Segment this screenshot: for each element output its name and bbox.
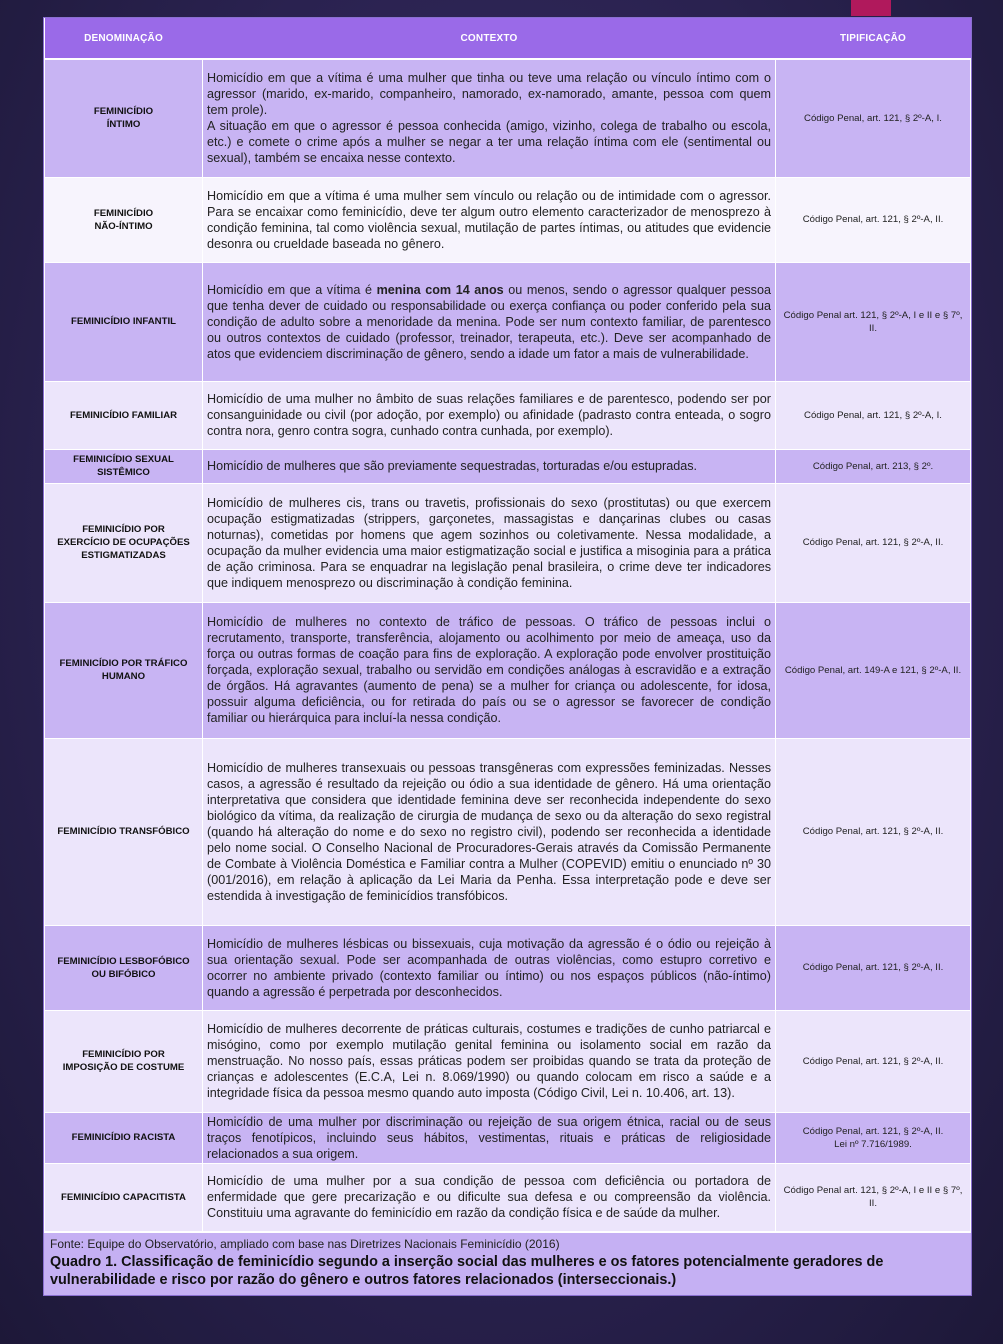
table-row	[45, 449, 971, 483]
row-typification: Código Penal, art. 121, § 2º-A, II.	[776, 483, 971, 602]
row-denomination: FEMINICÍDIO POR EXERCÍCIO DE OCUPAÇÕES ESTIGMATIZADAS	[45, 483, 203, 602]
table-row	[45, 177, 971, 262]
row-denomination: FEMINICÍDIO NÃO-ÍNTIMO	[45, 177, 203, 262]
row-context: Homicídio de mulheres lésbicas ou bissexuais, cuja motivação da agressão é o ódio ou rejeição à sua orientação sexual. Pode ser acompanhada de outras violências, como estupro corretivo e ocorrer no ambiente privado (contexto familiar ou íntimo) ou nos espaços públicos (não-íntimo) quando a agressão é perpetrada por desconhecidos.	[203, 925, 776, 1010]
row-denomination: FEMINICÍDIO POR IMPOSIÇÃO DE COSTUME	[45, 1010, 203, 1112]
row-context: Homicídio de mulheres que são previamente sequestradas, torturadas e/ou estupradas.	[203, 449, 776, 483]
row-denomination: FEMINICÍDIO POR TRÁFICO HUMANO	[45, 602, 203, 738]
row-context: Homicídio de uma mulher no âmbito de suas relações familiares e de parentesco, podendo ser por consanguinidade ou civil (por adoção, por exemplo) ou afinidade (padrasto contra enteada, o sogro contra nora, genro contra sogra, cunhado contra cunhada, por exemplo).	[203, 381, 776, 449]
row-denomination: FEMINICÍDIO CAPACITISTA	[45, 1163, 203, 1231]
table-row	[45, 1112, 971, 1163]
table-row	[45, 381, 971, 449]
row-denomination: FEMINICÍDIO FAMILIAR	[45, 381, 203, 449]
row-context: Homicídio de uma mulher por a sua condição de pessoa com deficiência ou portadora de enfermidade que gere precarização e ou dificulte sua defesa e ou compreensão da violência. Constituiu uma agravante do feminicídio em razão da condição física e de saúde da mulher.	[203, 1163, 776, 1231]
row-typification: Código Penal, art. 121, § 2º-A, II.	[776, 738, 971, 925]
row-denomination: FEMINICÍDIO RACISTA	[45, 1112, 203, 1163]
row-context: Homicídio de mulheres decorrente de práticas culturais, costumes e tradições de cunho patriarcal e misógino, como por exemplo mutilação genital feminina ou isolamento social em razão da menstruação. No nosso país, essas práticas podem ser proibidas quando se trata da proteção de crianças e adolescentes (E.C.A, Lei n. 8.069/1990) ou quando colocam em risco a saúde e a integridade física da pessoa mesmo quando auto imposta (Código Civil, Lei n. 10.406, art. 13).	[203, 1010, 776, 1112]
row-denomination: FEMINICÍDIO INFANTIL	[45, 262, 203, 381]
row-context: Homicídio de uma mulher por discriminação ou rejeição de sua origem étnica, racial ou de seus traços fenotípicos, incluindo seus hábitos, vestimentas, rituais e práticas de religiosidade relacionados a sua origem.	[203, 1112, 776, 1163]
row-context: Homicídio de mulheres cis, trans ou travetis, profissionais do sexo (prostitutas) ou que exercem ocupação estigmatizadas (strippers, garçonetes, massagistas e dançarinas clubes ou casas noturnas), cometidas por homens que agem sozinhos ou coletivamente. Nessa modalidade, a ocupação da mulher evidencia uma maior estigmatização social e justifica a misoginia para a prática de ação criminosa. Para se enquadrar na legislação penal brasileira, o crime deve ter indicadores que indiquem menosprezo ou discriminação à condição feminina.	[203, 483, 776, 602]
row-typification: Código Penal, art. 121, § 2º-A, II.	[776, 177, 971, 262]
source-note: Fonte: Equipe do Observatório, ampliado com base nas Diretrizes Nacionais Feminicídio (2016)	[50, 1236, 560, 1251]
row-context: Homicídio em que a vítima é menina com 14 anos ou menos, sendo o agressor qualquer pessoa que tenha dever de cuidado ou responsabilidade ou exerça confiança ou poder conferido pela sua condição de adulto sobre a menoridade da menina. Pode ser num contexto familiar, de parentesco ou outros contextos de cuidado (professor, treinador, terapeuta, etc.). Deve ser acompanhado de atos que evidenciem discriminação de gênero, sendo a idade um fator a mais de vulnerabilidade.	[203, 262, 776, 381]
row-typification: Código Penal, art. 121, § 2º-A, I.	[776, 381, 971, 449]
header-contexto: CONTEXTO	[203, 18, 776, 59]
row-typification: Código Penal, art. 149-A e 121, § 2º-A, II.	[776, 602, 971, 738]
row-typification: Código Penal, art. 121, § 2º-A, II. Lei nº 7.716/1989.	[776, 1112, 971, 1163]
header-tipificacao: TIPIFICAÇÃO	[776, 18, 971, 59]
table-header-row	[45, 18, 971, 59]
table-row	[45, 1163, 971, 1231]
row-context: Homicídio de mulheres no contexto de tráfico de pessoas. O tráfico de pessoas inclui o recrutamento, transporte, transferência, alojamento ou acolhimento por meio de ameaça, uso da força ou outras formas de coação para fins de exploração. A exploração pode envolver prostituição forçada, exploração sexual, trabalho ou servidão em condições análogas à escravidão e a extração de órgãos. Há agravantes (aumento de pena) se a mulher for criança ou adolescente, for idosa, possuir alguma deficiência, ou for retirada do país ou se o agressor se favorecer de condição familiar ou hierárquica para incluí-la nessa condição.	[203, 602, 776, 738]
table-footer	[44, 1232, 971, 1295]
accent-bar	[851, 0, 891, 16]
table-row	[45, 1010, 971, 1112]
row-typification: Código Penal, art. 213, § 2º.	[776, 449, 971, 483]
header-denominacao: DENOMINAÇÃO	[45, 18, 203, 59]
row-context: Homicídio de mulheres transexuais ou pessoas transgêneras com expressões feminizadas. Nesses casos, a agressão é resultado da rejeição ou ódio a sua identidade de gênero. Há uma orientação interpretativa que considera que identidade feminina deve ser reconhecida independente do sexo biológico da vítima, da realização de cirurgia de mudança de sexo ou da alteração do sexo registral (quando há alteração do nome e do sexo no registro civil), podendo ser reconhecida a identidade pelo nome social. O Conselho Nacional de Procuradores-Gerais através da Comissão Permanente de Combate à Violência Doméstica e Familiar contra a Mulher (COPEVID) emitiu o enunciado nº 30 (001/2016), em relação à aplicação da Lei Maria da Penha. Essa interpretação pode e deve ser estendida à investigação de feminicídios transfóbicos.	[203, 738, 776, 925]
classification-table	[43, 17, 972, 1296]
row-denomination: FEMINICÍDIO ÍNTIMO	[45, 59, 203, 177]
row-context: Homicídio em que a vítima é uma mulher sem vínculo ou relação ou de intimidade com o agressor. Para se encaixar como feminicídio, deve ter algum outro elemento caracterizador de menosprezo à condição feminina, tal como violência sexual, mutilação de partes íntimas, ou atitudes que evidencie desonra ou crueldade baseada no gênero.	[203, 177, 776, 262]
row-typification: Código Penal, art. 121, § 2º-A, I.	[776, 59, 971, 177]
table-row	[45, 483, 971, 602]
row-typification: Código Penal art. 121, § 2º-A, I e II e § 7º, II.	[776, 1163, 971, 1231]
row-denomination: FEMINICÍDIO TRANSFÓBICO	[45, 738, 203, 925]
row-typification: Código Penal, art. 121, § 2º-A, II.	[776, 925, 971, 1010]
row-denomination: FEMINICÍDIO SEXUAL SISTÊMICO	[45, 449, 203, 483]
row-context: Homicídio em que a vítima é uma mulher que tinha ou teve uma relação ou vínculo íntimo com o agressor (marido, ex-marido, companheiro, namorado, ex-namorado, amante, pessoa com quem tem prole). A situação em que o agressor é pessoa conhecida (amigo, vizinho, colega de trabalho ou escola, etc.) e comete o crime após a mulher se negar a ter uma relação íntima com ele (sentimental ou sexual), também se encaixa nesse contexto.	[203, 59, 776, 177]
row-denomination: FEMINICÍDIO LESBOFÓBICO OU BIFÓBICO	[45, 925, 203, 1010]
table-row	[45, 738, 971, 925]
table-row	[45, 925, 971, 1010]
table-row	[45, 602, 971, 738]
row-typification: Código Penal, art. 121, § 2º-A, II.	[776, 1010, 971, 1112]
row-typification: Código Penal art. 121, § 2º-A, I e II e § 7º, II.	[776, 262, 971, 381]
table-row	[45, 59, 971, 177]
table-row	[45, 262, 971, 381]
table-caption: Quadro 1. Classificação de feminicídio segundo a inserção social das mulheres e os fatores potencialmente geradores de vulnerabilidade e risco por razão do gênero e outros fatores relacionados (interseccionais.)	[50, 1253, 884, 1288]
